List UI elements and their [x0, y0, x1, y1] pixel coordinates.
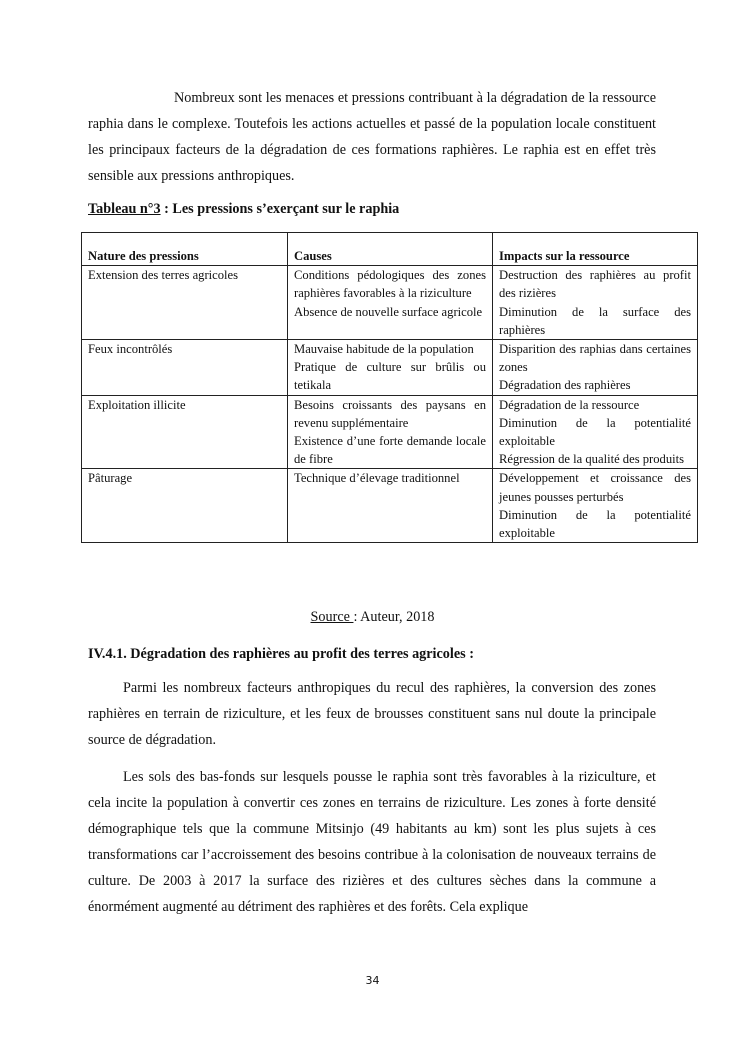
impact-item: Régression de la qualité des produits	[499, 452, 685, 467]
cause-item: Existence d’une forte demande locale de fibre	[294, 434, 486, 467]
table-caption-title: : Les pressions s’exerçant sur le raphia	[160, 201, 400, 217]
row-impacts	[493, 266, 698, 340]
table-source	[0, 609, 745, 626]
row-causes	[288, 469, 493, 543]
table-row	[82, 266, 698, 340]
page-number: 34	[365, 974, 380, 987]
cause-item: Mauvaise habitude de la population	[294, 342, 474, 357]
row-nature: Extension des terres agricoles	[82, 266, 288, 340]
table-row	[82, 340, 698, 396]
section-heading: IV.4.1. Dégradation des raphières au profit des terres agricoles :	[88, 646, 474, 662]
header-causes: Causes	[288, 233, 493, 266]
cause-item: Pratique de culture sur brûlis ou tetikala	[294, 360, 486, 393]
impact-item: Diminution de la potentialité exploitable	[499, 507, 691, 541]
table-caption	[88, 201, 399, 218]
header-nature: Nature des pressions	[82, 233, 288, 266]
row-nature: Feux incontrôlés	[82, 340, 288, 396]
header-impacts: Impacts sur la ressource	[493, 233, 698, 266]
impact-item: Diminution de la potentialité exploitable	[499, 415, 691, 449]
row-impacts	[493, 469, 698, 543]
table-row	[82, 395, 698, 469]
table-header-row	[82, 233, 698, 266]
row-causes	[288, 266, 493, 340]
row-impacts	[493, 395, 698, 469]
cause-item: Conditions pédologiques des zones raphières favorables à la riziculture	[294, 268, 486, 301]
impact-item: Disparition des raphias dans certaines zones	[499, 342, 691, 375]
source-value: : Auteur, 2018	[353, 609, 435, 625]
row-causes	[288, 395, 493, 469]
intro-paragraph: Nombreux sont les menaces et pressions contribuant à la dégradation de la ressource raphia dans le complexe. Toutefois les actions actuelles et passé de la population locale constituent les principaux facteurs de la dégradation de ces formations raphières. Le raphia est en effet très sensible aux pressions anthropiques.	[88, 90, 656, 184]
source-label: Source	[310, 609, 354, 625]
paragraph-2: Parmi les nombreux facteurs anthropiques du recul des raphières, la conversion des zones raphières en terrain de riziculture, et les feux de brousses constituent sans nul doute la principale source de dégradation.	[88, 680, 656, 748]
impact-item: Développement et croissance des jeunes pousses perturbés	[499, 471, 691, 504]
paragraph-3: Les sols des bas-fonds sur lesquels pousse le raphia sont très favorables à la riziculture, et cela incite la population à convertir ces zones en terrains de riziculture. Les zones à forte densité démographique tels que la commune Mitsinjo (49 habitants au km) sont les plus sujets à ces transformations car l’accroissement des besoins contribue à la colonisation de nouveaux terrains de culture. De 2003 à 2017 la surface des rizières et des cultures sèches dans la commune a énormément augmenté au détriment des raphières et des forêts. Cela explique	[88, 769, 656, 915]
row-nature: Pâturage	[82, 469, 288, 543]
table-caption-label: Tableau n°3	[88, 201, 161, 217]
row-causes	[288, 340, 493, 396]
impact-item: Dégradation de la ressource	[499, 397, 640, 412]
pressures-table	[81, 232, 698, 543]
cause-item: Absence de nouvelle surface agricole	[294, 304, 483, 319]
row-impacts	[493, 340, 698, 396]
cause-item: Besoins croissants des paysans en revenu supplémentaire	[294, 397, 486, 430]
table-row	[82, 469, 698, 543]
impact-item: Diminution de la surface des raphières	[499, 304, 691, 337]
impact-item: Dégradation des raphières	[499, 378, 631, 393]
impact-item: Destruction des raphières au profit des rizières	[499, 268, 691, 301]
row-nature: Exploitation illicite	[82, 395, 288, 469]
cause-item: Technique d’élevage traditionnel	[294, 471, 460, 486]
